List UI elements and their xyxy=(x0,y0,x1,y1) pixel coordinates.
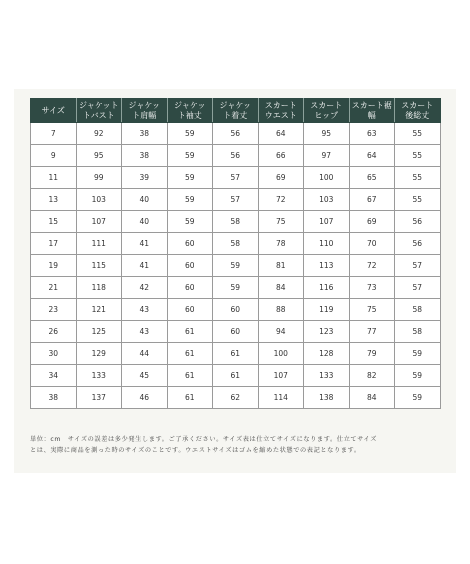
measurement-cell: 64 xyxy=(349,145,395,167)
measurement-cell: 115 xyxy=(76,255,122,277)
measurement-cell: 55 xyxy=(395,167,441,189)
measurement-cell: 100 xyxy=(258,343,304,365)
table-row xyxy=(31,211,441,233)
measurement-cell: 40 xyxy=(122,211,168,233)
measurement-cell: 73 xyxy=(349,277,395,299)
measurement-cell: 59 xyxy=(167,145,213,167)
measurement-cell: 77 xyxy=(349,321,395,343)
measurement-cell: 69 xyxy=(258,167,304,189)
column-header: ジャケッ ト着丈 xyxy=(213,99,259,123)
size-table xyxy=(30,98,441,409)
measurement-cell: 97 xyxy=(304,145,350,167)
measurement-cell: 88 xyxy=(258,299,304,321)
measurement-cell: 137 xyxy=(76,387,122,409)
measurement-cell: 133 xyxy=(76,365,122,387)
measurement-cell: 45 xyxy=(122,365,168,387)
measurement-cell: 40 xyxy=(122,189,168,211)
measurement-cell: 72 xyxy=(349,255,395,277)
measurement-cell: 100 xyxy=(304,167,350,189)
column-header: ジャケット トバスト xyxy=(76,99,122,123)
size-cell: 9 xyxy=(31,145,77,167)
measurement-cell: 81 xyxy=(258,255,304,277)
measurement-cell: 38 xyxy=(122,145,168,167)
measurement-cell: 103 xyxy=(304,189,350,211)
measurement-cell: 55 xyxy=(395,123,441,145)
measurement-cell: 60 xyxy=(167,299,213,321)
measurement-cell: 95 xyxy=(304,123,350,145)
measurement-cell: 59 xyxy=(213,255,259,277)
size-cell: 19 xyxy=(31,255,77,277)
size-cell: 21 xyxy=(31,277,77,299)
measurement-cell: 75 xyxy=(258,211,304,233)
measurement-cell: 59 xyxy=(167,167,213,189)
measurement-cell: 94 xyxy=(258,321,304,343)
measurement-cell: 84 xyxy=(349,387,395,409)
table-row xyxy=(31,189,441,211)
measurement-cell: 44 xyxy=(122,343,168,365)
measurement-cell: 123 xyxy=(304,321,350,343)
table-row xyxy=(31,255,441,277)
measurement-cell: 61 xyxy=(213,343,259,365)
table-row xyxy=(31,343,441,365)
measurement-cell: 59 xyxy=(395,343,441,365)
measurement-cell: 119 xyxy=(304,299,350,321)
measurement-cell: 57 xyxy=(213,167,259,189)
column-header: スカート裾幅 xyxy=(349,99,395,123)
measurement-cell: 58 xyxy=(395,321,441,343)
size-cell: 11 xyxy=(31,167,77,189)
measurement-cell: 55 xyxy=(395,145,441,167)
size-cell: 23 xyxy=(31,299,77,321)
measurement-cell: 99 xyxy=(76,167,122,189)
measurement-cell: 107 xyxy=(258,365,304,387)
size-cell: 15 xyxy=(31,211,77,233)
measurement-cell: 38 xyxy=(122,123,168,145)
measurement-cell: 57 xyxy=(395,277,441,299)
measurement-cell: 113 xyxy=(304,255,350,277)
measurement-cell: 41 xyxy=(122,255,168,277)
table-row xyxy=(31,387,441,409)
size-note-line-1: 単位：cm サイズの誤差は多少発生します。ご了承ください。サイズ表は仕立てサイズになります。仕立てサイズ xyxy=(30,436,378,443)
measurement-cell: 107 xyxy=(304,211,350,233)
measurement-cell: 60 xyxy=(167,255,213,277)
size-cell: 7 xyxy=(31,123,77,145)
measurement-cell: 46 xyxy=(122,387,168,409)
table-row xyxy=(31,145,441,167)
measurement-cell: 92 xyxy=(76,123,122,145)
measurement-cell: 103 xyxy=(76,189,122,211)
measurement-cell: 42 xyxy=(122,277,168,299)
measurement-cell: 57 xyxy=(213,189,259,211)
table-header-row xyxy=(31,99,441,123)
measurement-cell: 61 xyxy=(213,365,259,387)
measurement-cell: 82 xyxy=(349,365,395,387)
size-cell: 34 xyxy=(31,365,77,387)
column-header: サイズ xyxy=(31,99,77,123)
column-header: ジャケッ ト肩幅 xyxy=(122,99,168,123)
measurement-cell: 72 xyxy=(258,189,304,211)
measurement-cell: 59 xyxy=(167,123,213,145)
measurement-cell: 60 xyxy=(213,299,259,321)
measurement-cell: 59 xyxy=(213,277,259,299)
measurement-cell: 39 xyxy=(122,167,168,189)
measurement-cell: 58 xyxy=(213,211,259,233)
measurement-cell: 59 xyxy=(395,365,441,387)
measurement-cell: 75 xyxy=(349,299,395,321)
measurement-cell: 60 xyxy=(213,321,259,343)
measurement-cell: 57 xyxy=(395,255,441,277)
measurement-cell: 65 xyxy=(349,167,395,189)
table-row xyxy=(31,299,441,321)
measurement-cell: 64 xyxy=(258,123,304,145)
table-row xyxy=(31,365,441,387)
measurement-cell: 41 xyxy=(122,233,168,255)
column-header: スカート ヒップ xyxy=(304,99,350,123)
measurement-cell: 56 xyxy=(213,123,259,145)
measurement-cell: 43 xyxy=(122,321,168,343)
measurement-cell: 60 xyxy=(167,233,213,255)
measurement-cell: 61 xyxy=(167,387,213,409)
measurement-cell: 43 xyxy=(122,299,168,321)
measurement-cell: 58 xyxy=(395,299,441,321)
measurement-cell: 56 xyxy=(395,233,441,255)
measurement-cell: 114 xyxy=(258,387,304,409)
measurement-cell: 138 xyxy=(304,387,350,409)
measurement-cell: 118 xyxy=(76,277,122,299)
measurement-cell: 61 xyxy=(167,321,213,343)
measurement-cell: 58 xyxy=(213,233,259,255)
table-row xyxy=(31,277,441,299)
measurement-cell: 128 xyxy=(304,343,350,365)
measurement-cell: 60 xyxy=(167,277,213,299)
column-header: スカート ウエスト xyxy=(258,99,304,123)
measurement-cell: 69 xyxy=(349,211,395,233)
measurement-cell: 121 xyxy=(76,299,122,321)
measurement-cell: 55 xyxy=(395,189,441,211)
size-cell: 30 xyxy=(31,343,77,365)
measurement-cell: 125 xyxy=(76,321,122,343)
measurement-cell: 79 xyxy=(349,343,395,365)
table-row xyxy=(31,233,441,255)
table-row xyxy=(31,167,441,189)
measurement-cell: 59 xyxy=(395,387,441,409)
measurement-cell: 129 xyxy=(76,343,122,365)
measurement-cell: 110 xyxy=(304,233,350,255)
measurement-cell: 116 xyxy=(304,277,350,299)
measurement-cell: 95 xyxy=(76,145,122,167)
measurement-cell: 61 xyxy=(167,365,213,387)
table-body xyxy=(31,123,441,409)
measurement-cell: 62 xyxy=(213,387,259,409)
size-cell: 13 xyxy=(31,189,77,211)
measurement-cell: 61 xyxy=(167,343,213,365)
measurement-cell: 56 xyxy=(213,145,259,167)
measurement-cell: 111 xyxy=(76,233,122,255)
size-cell: 38 xyxy=(31,387,77,409)
measurement-cell: 67 xyxy=(349,189,395,211)
measurement-cell: 84 xyxy=(258,277,304,299)
measurement-cell: 63 xyxy=(349,123,395,145)
column-header: ジャケッ ト袖丈 xyxy=(167,99,213,123)
table-row xyxy=(31,123,441,145)
measurement-cell: 70 xyxy=(349,233,395,255)
measurement-cell: 59 xyxy=(167,211,213,233)
size-cell: 17 xyxy=(31,233,77,255)
measurement-cell: 66 xyxy=(258,145,304,167)
measurement-cell: 133 xyxy=(304,365,350,387)
size-note xyxy=(30,434,442,456)
column-header: スカート 後総丈 xyxy=(395,99,441,123)
size-note-line-2: とは、実際に商品を測った時のサイズのことです。ウエストサイズはゴムを縮めた状態での表記となります。 xyxy=(30,447,361,454)
measurement-cell: 59 xyxy=(167,189,213,211)
measurement-cell: 78 xyxy=(258,233,304,255)
table-row xyxy=(31,321,441,343)
measurement-cell: 107 xyxy=(76,211,122,233)
size-cell: 26 xyxy=(31,321,77,343)
measurement-cell: 56 xyxy=(395,211,441,233)
